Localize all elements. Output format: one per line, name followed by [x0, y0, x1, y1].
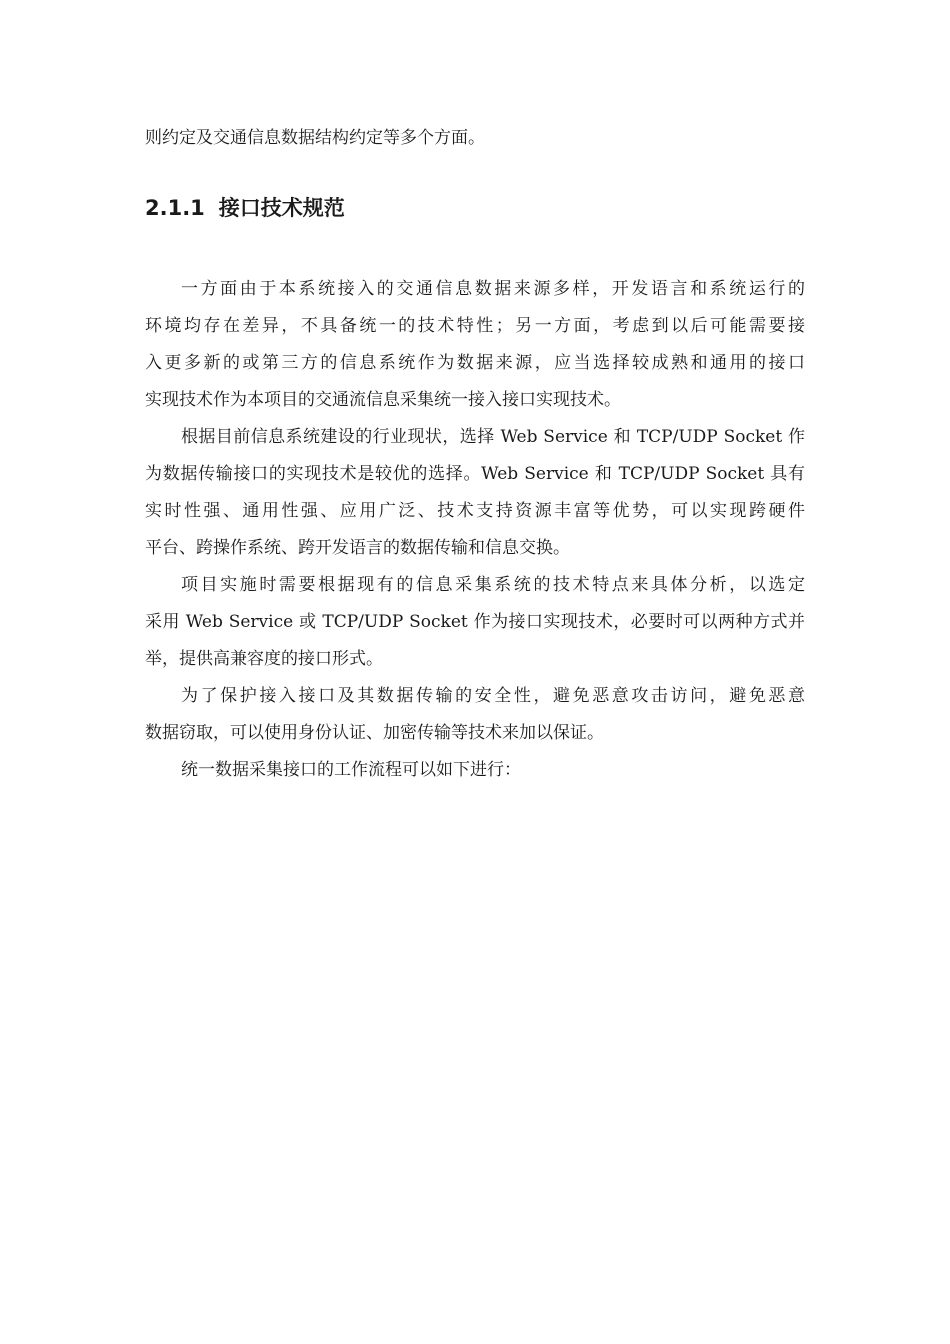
paragraph-line: 实时性强、通用性强、应用广泛、技术支持资源丰富等优势，可以实现跨硬件 — [145, 501, 805, 521]
continuation-text: 则约定及交通信息数据结构约定等多个方面。 — [145, 128, 485, 148]
page-content — [145, 120, 805, 789]
paragraph-2 — [145, 419, 805, 567]
paragraph-3 — [145, 567, 805, 678]
paragraph-line: 平台、跨操作系统、跨开发语言的数据传输和信息交换。 — [145, 538, 570, 558]
paragraph-line: 入更多新的或第三方的信息系统作为数据来源，应当选择较成熟和通用的接口 — [145, 353, 805, 373]
section-title: 接口技术规范 — [218, 196, 345, 220]
paragraph-line: 数据窃取，可以使用身份认证、加密传输等技术来加以保证。 — [145, 723, 604, 743]
paragraph-line: 采用 Web Service 或 TCP/UDP Socket 作为接口实现技术，必要时可以两种方式并 — [145, 612, 805, 632]
paragraph-1 — [145, 271, 805, 419]
paragraph-line: 实现技术作为本项目的交通流信息采集统一接入接口实现技术。 — [145, 390, 621, 410]
paragraph-line: 统一数据采集接口的工作流程可以如下进行： — [181, 760, 521, 780]
paragraph-line: 为数据传输接口的实现技术是较优的选择。Web Service 和 TCP/UDP Socket 具有 — [145, 464, 805, 484]
paragraph-line: 举，提供高兼容度的接口形式。 — [145, 649, 383, 669]
paragraph-line: 根据目前信息系统建设的行业现状，选择 Web Service 和 TCP/UDP Socket 作 — [181, 427, 805, 447]
paragraph-4 — [145, 678, 805, 752]
paragraph-5 — [145, 752, 805, 789]
paragraph-line: 环境均存在差异，不具备统一的技术特性；另一方面，考虑到以后可能需要接 — [145, 316, 805, 336]
paragraph-line: 项目实施时需要根据现有的信息采集系统的技术特点来具体分析，以选定 — [181, 575, 805, 595]
section-heading — [145, 190, 805, 227]
section-number: 2.1.1 — [145, 196, 205, 220]
paragraph-line: 一方面由于本系统接入的交通信息数据来源多样，开发语言和系统运行的 — [181, 279, 805, 299]
paragraph-line: 为了保护接入接口及其数据传输的安全性，避免恶意攻击访问，避免恶意 — [181, 686, 805, 706]
